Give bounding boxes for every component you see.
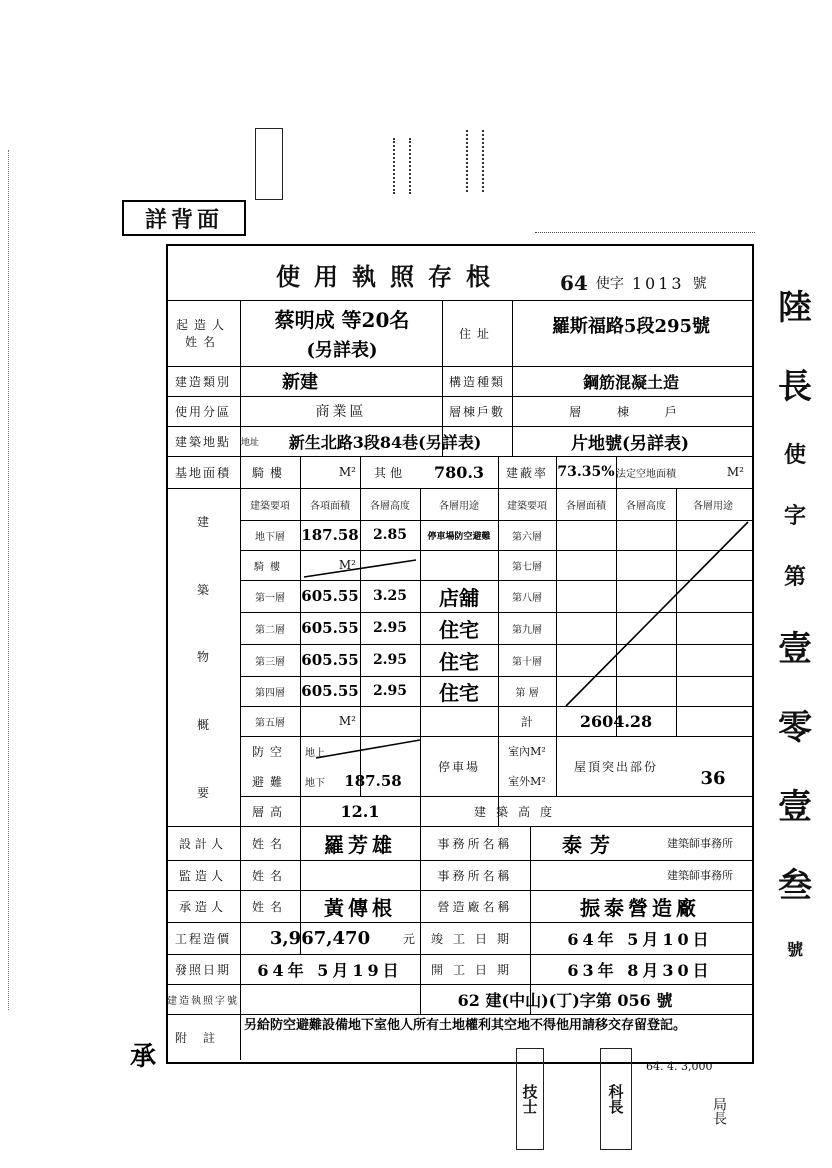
floor-height-2: 2.95 [372, 620, 408, 636]
left-margin-mark-text: 承 [130, 1042, 157, 1072]
floor-name-2: 第二層 [255, 624, 285, 636]
floor-name-4: 第四層 [255, 687, 285, 699]
print-date [646, 1060, 756, 1078]
structure-value: 鋼筋混凝土造 [582, 372, 679, 392]
roof-label: 屋頂突出部份 [573, 759, 658, 774]
start-value: 63年 8月30日 [567, 960, 713, 980]
margin-char-3: 使 [783, 442, 806, 468]
cost-value: 3,967,470 [269, 927, 371, 949]
margin-char-9: 叁 [778, 866, 812, 906]
floor-height-value: 12.1 [340, 801, 380, 821]
top-left-seal [255, 128, 283, 200]
designer-office-label: 事務所名稱 [437, 836, 513, 851]
floor-area-3: 605.55 [301, 651, 359, 669]
floor-height-4: 2.95 [372, 683, 408, 699]
overview-char-2: 築 [196, 582, 209, 597]
legal-open-label: 法定空地面積 [616, 468, 676, 480]
detail-back-label: 詳背面 [144, 206, 223, 233]
air-raid-label: 防空 [251, 744, 288, 759]
start-label: 開工日期 [430, 962, 519, 977]
total-value: 2604.28 [579, 711, 653, 731]
margin-char-1: 陸 [778, 288, 812, 328]
site-area-label: 基地面積 [174, 465, 231, 480]
license-suffix: 號 [692, 276, 707, 292]
supervisor-label: 監造人 [178, 868, 227, 883]
strike-arcade [304, 560, 416, 577]
coverage-value: 73.35% [557, 464, 615, 480]
site-lot: 片地號(另詳表) [570, 433, 690, 454]
permit-label: 建造執照字號 [167, 995, 239, 1007]
builder-label: 起造人 [175, 318, 230, 332]
contractor-name-label: 姓名 [251, 899, 288, 914]
cost-label: 工程造價 [174, 931, 231, 946]
floor-name-arcade: 騎樓 [254, 561, 286, 573]
note-label: 附註 [174, 1030, 231, 1045]
license-num: 1013 [631, 273, 685, 293]
margin-char-10: 號 [786, 940, 803, 959]
top-mark-2 [466, 130, 484, 192]
col-header-6: 各層面積 [566, 500, 606, 512]
form-title [230, 254, 550, 294]
floor-unit-arcade: M² [338, 558, 356, 572]
floor-name-6: 第六層 [512, 531, 542, 543]
stamp-section-chief-text: 科長 [606, 1084, 625, 1114]
margin-char-5: 第 [783, 564, 806, 590]
overview-char-4: 概 [196, 718, 209, 733]
contractor-label: 承造人 [178, 899, 227, 914]
stamp-director [704, 1076, 734, 1146]
floor-area-2: 605.55 [301, 619, 359, 637]
evac-label: 避難 [251, 774, 288, 789]
address-value: 羅斯福路5段295號 [551, 316, 711, 337]
contractor-name: 黃傳根 [324, 895, 396, 920]
license-number [560, 270, 750, 296]
col-header-2: 各項面積 [310, 500, 350, 512]
other-value: 780.3 [433, 462, 485, 482]
designer-office: 泰芳 [562, 832, 618, 857]
col-header-8: 各層用途 [693, 500, 733, 512]
overview-char-3: 物 [196, 650, 209, 665]
floor-use-1: 店舖 [439, 585, 479, 610]
floor-name-5: 第五層 [255, 717, 285, 729]
supervisor-office-label: 事務所名稱 [437, 868, 513, 883]
coverage-label: 建蔽率 [505, 465, 548, 480]
below-value: 187.58 [344, 772, 402, 790]
left-edge-ticks [8, 150, 49, 1010]
cost-unit: 元 [402, 931, 415, 946]
designer-label: 設計人 [178, 836, 227, 851]
complete-label: 竣工日期 [430, 931, 519, 946]
zone-value: 商業區 [315, 404, 367, 420]
floor-area-b1: 187.58 [301, 526, 359, 544]
detail-back-stamp [122, 200, 246, 236]
stamp-section-chief [600, 1048, 632, 1150]
site-value: 新生北路3段84巷(另詳表) [288, 432, 482, 452]
total-label: 計 [520, 714, 533, 729]
margin-char-8: 壹 [778, 787, 812, 827]
floor-name-10: 第十層 [512, 656, 542, 668]
legal-open-unit: M² [726, 465, 744, 479]
zone-label: 使用分區 [174, 404, 231, 419]
floor-height-1: 3.25 [372, 588, 408, 604]
designer-name: 羅芳雄 [324, 832, 396, 857]
margin-char-7: 零 [778, 708, 812, 748]
margin-char-2: 長 [778, 367, 812, 407]
supervisor-name-label: 姓名 [251, 868, 288, 883]
arcade-label: 騎樓 [251, 465, 288, 480]
print-date-text: 64. 4. 3,000 [646, 1060, 713, 1073]
floor-name-3: 第三層 [255, 656, 285, 668]
col-header-4: 各層用途 [439, 500, 479, 512]
margin-char-6: 壹 [778, 629, 812, 669]
arcade-unit: M² [338, 465, 356, 479]
left-margin-mark [130, 1036, 170, 1076]
issue-value: 64年 5月19日 [257, 960, 403, 980]
issue-label: 發照日期 [174, 962, 231, 977]
floor-area-4: 605.55 [301, 682, 359, 700]
floor-use-4: 住宅 [439, 680, 479, 705]
margin-char-4: 字 [783, 503, 806, 529]
complete-value: 64年 5月10日 [567, 929, 713, 949]
floor-use-b1: 停車場防空避難 [427, 531, 491, 542]
overview-char-1: 建 [196, 515, 209, 530]
floors-label: 層棟戶數 [448, 404, 505, 419]
builder-name-label: 姓名 [184, 335, 221, 349]
outdoor-label: 室外M² [508, 775, 546, 788]
contractor-firm-label: 營造廠名稱 [437, 899, 513, 914]
stamp-technician [516, 1048, 544, 1150]
floor-name-7: 第七層 [512, 561, 542, 573]
floor-unit-5: M² [338, 714, 356, 728]
floors-value: 層 棟 戶 [569, 404, 693, 419]
other-label: 其他 [373, 465, 406, 480]
building-type-value: 新建 [282, 372, 318, 393]
site-sub-label: 地址 [240, 437, 259, 448]
builder-name: 蔡明成 等20名 [274, 307, 410, 332]
top-mark-1 [393, 138, 411, 194]
address-label: 住址 [458, 326, 495, 341]
floor-height-b1: 2.85 [372, 527, 408, 543]
supervisor-office-suffix: 建築師事務所 [667, 869, 733, 882]
floor-use-3: 住宅 [439, 649, 479, 674]
note-value: 另給防空避難設備地下室他人所有土地權利其空地不得他用請移交存留登記。 [244, 1018, 687, 1033]
roof-value: 36 [700, 767, 726, 789]
license-year: 64 [560, 271, 588, 295]
indoor-label: 室內M² [508, 745, 546, 758]
bldg-height-label: 建築高度 [473, 804, 562, 819]
strike-upper-floors [566, 522, 748, 706]
site-label: 建築地點 [174, 434, 231, 449]
floor-height-3: 2.95 [372, 652, 408, 668]
floor-area-1: 605.55 [301, 587, 359, 605]
floor-name-1: 第一層 [255, 592, 285, 604]
col-header-5: 建築要項 [507, 500, 547, 512]
stamp-technician-text: 技士 [520, 1084, 539, 1114]
title-text: 使用執照存根 [276, 261, 504, 291]
builder-label-cell [166, 300, 240, 366]
col-header-3: 各層高度 [370, 500, 410, 512]
right-margin-stamp [762, 280, 828, 960]
floor-use-2: 住宅 [439, 617, 479, 642]
footer-stamps [480, 1046, 780, 1156]
designer-office-suffix: 建築師事務所 [667, 837, 733, 850]
above-label: 地上 [305, 747, 325, 759]
builder-note: (另詳表) [306, 340, 378, 361]
structure-label: 構造種類 [448, 374, 505, 389]
floor-name-8: 第八層 [512, 592, 542, 604]
license-word: 使字 [595, 276, 624, 292]
floor-name-9: 第九層 [512, 624, 542, 636]
strike-above-ground [316, 740, 420, 758]
below-label: 地下 [305, 777, 325, 789]
col-header-7: 各層高度 [626, 500, 666, 512]
floor-name-extra: 第 層 [515, 687, 539, 699]
permit-value: 62 建(中山)(丁)字第 056 號 [457, 990, 673, 1010]
stamp-director-text: 局長 [711, 1097, 727, 1125]
parking-label: 停車場 [437, 759, 480, 774]
floor-height-label: 層高 [251, 804, 288, 819]
designer-name-label: 姓名 [251, 836, 288, 851]
top-right-notes [535, 170, 755, 233]
col-header-1: 建築要項 [250, 500, 290, 512]
building-type-label: 建造類別 [174, 374, 231, 389]
contractor-firm: 振泰營造廠 [580, 895, 700, 920]
floor-name-b1: 地下層 [255, 531, 285, 543]
overview-char-5: 要 [196, 785, 209, 800]
